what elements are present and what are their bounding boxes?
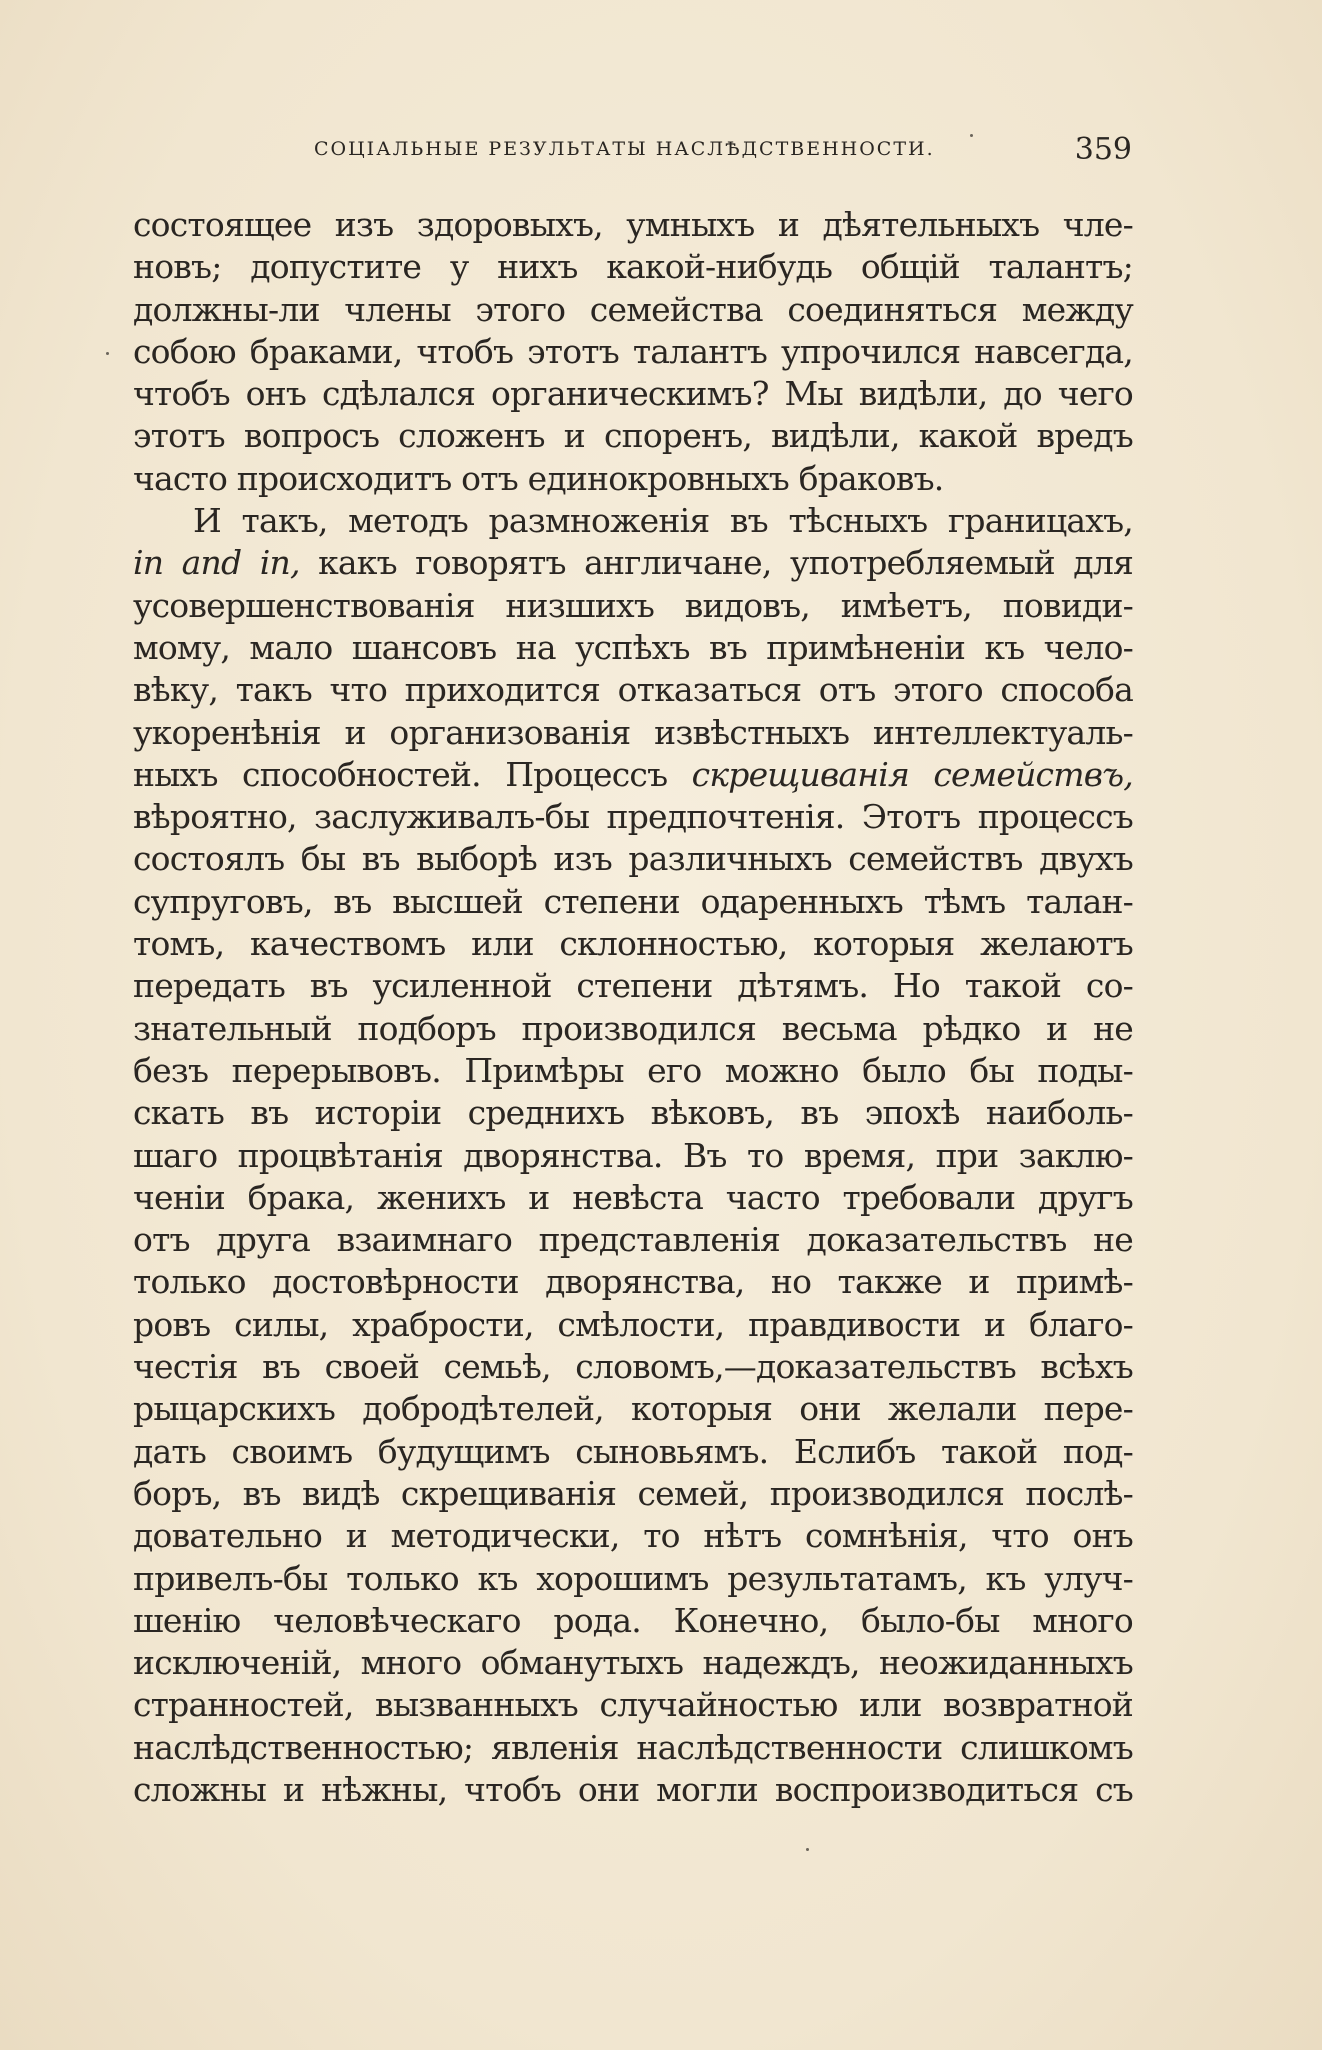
text-line: ныхъ способностей. Процессъ скрещиванія семействъ, bbox=[133, 754, 1133, 794]
text-line: знательный подборъ производился весьма рѣдко и не bbox=[133, 1008, 1133, 1048]
text-line: вѣроятно, заслуживалъ-бы предпочтенія. Этотъ процессъ bbox=[133, 797, 1133, 837]
text-line: состоящее изъ здоровыхъ, умныхъ и дѣятельныхъ чле- bbox=[133, 205, 1133, 244]
text-line: шаго процвѣтанія дворянства. Въ то время, при заклю- bbox=[133, 1135, 1133, 1175]
text-line: вѣку, такъ что приходится отказаться отъ этого способа bbox=[133, 670, 1133, 710]
text-line: дать своимъ будущимъ сыновьямъ. Еслибъ такой под- bbox=[133, 1431, 1133, 1471]
text-line: in and in, какъ говорятъ англичане, употребляемый для bbox=[133, 543, 1134, 583]
text-line: рыцарскихъ добродѣтелей, которыя они желали пере- bbox=[133, 1389, 1133, 1429]
text-line: исключеній, много обманутыхъ надеждъ, неожиданныхъ bbox=[133, 1643, 1133, 1683]
text-line: этотъ вопросъ сложенъ и споренъ, видѣли, какой вредъ bbox=[133, 416, 1133, 456]
text-line: чтобъ онъ сдѣлался органическимъ? Мы видѣли, до чего bbox=[133, 374, 1133, 414]
text-line: скать въ исторіи среднихъ вѣковъ, въ эпохѣ наиболь- bbox=[133, 1093, 1133, 1133]
text-line: передать въ усиленной степени дѣтямъ. Но такой со- bbox=[133, 966, 1133, 1006]
text-line: состоялъ бы въ выборѣ изъ различныхъ семействъ двухъ bbox=[133, 839, 1133, 879]
text-line: новъ; допустите у нихъ какой-нибудь общій талантъ; bbox=[133, 247, 1133, 287]
text-line: странностей, вызванныхъ случайностью или возвратной bbox=[133, 1685, 1133, 1725]
text-line: наслѣдственностью; явленія наслѣдственности слишкомъ bbox=[133, 1727, 1133, 1767]
italic-phrase: скрещиванія семействъ, bbox=[691, 754, 1133, 794]
text-line: собою браками, чтобъ этотъ талантъ упрочился навсегда, bbox=[133, 331, 1133, 371]
body-text bbox=[133, 204, 1133, 1811]
page-header bbox=[314, 132, 1132, 172]
text-line: усовершенствованія низшихъ видовъ, имѣетъ, повиди- bbox=[133, 585, 1133, 625]
text-line: укоренѣнія и организованія извѣстныхъ интеллектуаль- bbox=[133, 712, 1133, 752]
text-line: должны-ли члены этого семейства соединяться между bbox=[133, 289, 1133, 329]
speck-mark bbox=[106, 352, 109, 355]
italic-phrase: in and in, bbox=[133, 543, 300, 583]
text-line: томъ, качествомъ или склонностью, которыя желаютъ bbox=[133, 924, 1133, 964]
page-number: 359 bbox=[1074, 132, 1132, 167]
text-line: И такъ, методъ размноженія въ тѣсныхъ границахъ, bbox=[193, 501, 1133, 541]
text-line: ченіи брака, женихъ и невѣста часто требовали другъ bbox=[133, 1177, 1133, 1217]
speck-mark bbox=[970, 134, 973, 137]
running-title: СОЦІАЛЬНЫЕ РЕЗУЛЬТАТЫ НАСЛѢДСТВЕННОСТИ. bbox=[314, 138, 935, 160]
text-line: отъ друга взаимнаго представленія доказательствъ не bbox=[133, 1220, 1133, 1260]
text-line: сложны и нѣжны, чтобъ они могли воспроизводиться съ bbox=[133, 1769, 1133, 1809]
text-line: довательно и методически, то нѣтъ сомнѣнія, что онъ bbox=[133, 1516, 1133, 1556]
text-line: только достовѣрности дворянства, но также и примѣ- bbox=[133, 1262, 1133, 1302]
text-line: безъ перерывовъ. Примѣры его можно было бы поды- bbox=[133, 1050, 1133, 1090]
text-line: боръ, въ видѣ скрещиванія семей, производился послѣ- bbox=[133, 1473, 1133, 1513]
text-line: мому, мало шансовъ на успѣхъ въ примѣненіи къ чело- bbox=[133, 627, 1133, 667]
text-line: честія въ своей семьѣ, словомъ,—доказательствъ всѣхъ bbox=[133, 1347, 1133, 1387]
text-line: привелъ-бы только къ хорошимъ результатамъ, къ улуч- bbox=[133, 1558, 1133, 1598]
text-line: шенію человѣческаго рода. Конечно, было-бы много bbox=[133, 1600, 1133, 1640]
text-line: ровъ силы, храбрости, смѣлости, правдивости и благо- bbox=[133, 1304, 1133, 1344]
text-line: супруговъ, въ высшей степени одаренныхъ тѣмъ талан- bbox=[133, 881, 1133, 921]
text-line: часто происходитъ отъ единокровныхъ браковъ. bbox=[133, 458, 944, 498]
speck-mark bbox=[806, 1848, 809, 1851]
